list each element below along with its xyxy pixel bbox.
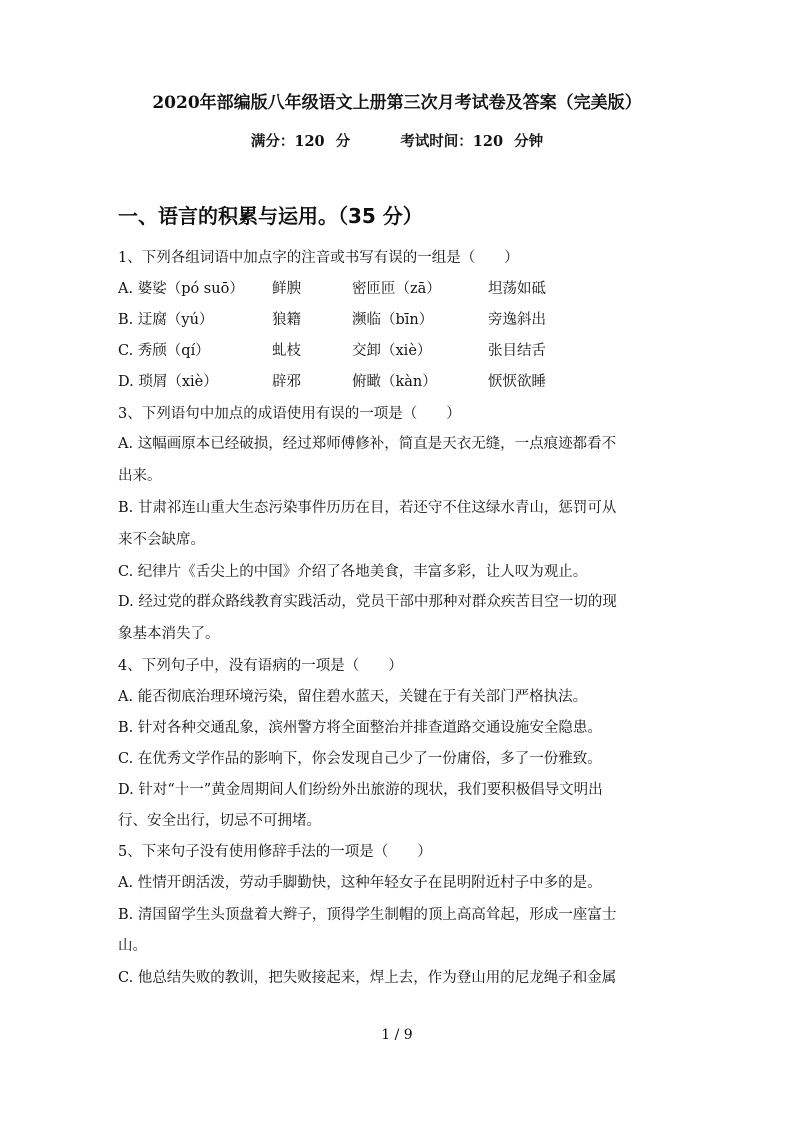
question-3-stem: 3、下列语句中加点的成语使用有误的一项是（ ） <box>118 406 461 422</box>
option-a-col4: 坦荡如砥 <box>488 281 546 297</box>
exam-time: 考试时间：120 分钟 <box>400 133 544 150</box>
option-c-col3: 交卸（xiè） <box>352 343 432 359</box>
question-3-line: 来不会缺席。 <box>118 532 205 548</box>
question-5-line: 山。 <box>118 938 147 954</box>
question-5-line: C. 他总结失败的教训，把失败接起来，焊上去，作为登山用的尼龙绳子和金属 <box>118 970 617 986</box>
option-a-col1: A. 婆娑（pó suō） <box>118 281 244 297</box>
question-3-line: A. 这幅画原本已经破损，经过郑师傅修补，简直是天衣无缝，一点痕迹都看不 <box>118 436 617 452</box>
question-3-line: 象基本消失了。 <box>118 626 220 642</box>
option-b-col1: B. 迂腐（yú） <box>118 312 214 328</box>
option-c-col1: C. 秀颀（qí） <box>118 343 210 359</box>
option-b-col3: 濒临（bīn） <box>352 312 434 328</box>
question-3-line: 出来。 <box>118 468 162 484</box>
option-c-col2: 虬枝 <box>272 343 301 359</box>
question-5-line: A. 性情开朗活泼，劳动手脚勤快，这种年轻女子在昆明附近村子中多的是。 <box>118 875 602 891</box>
question-5-stem: 5、下来句子没有使用修辞手法的一项是（ ） <box>118 844 432 860</box>
document-title: 2020年部编版八年级语文上册第三次月考试卷及答案（完美版） <box>152 93 642 113</box>
full-score: 满分：120 分 <box>250 133 351 150</box>
section-heading: 一、语言的积累与运用。（35 分） <box>118 204 423 228</box>
question-4-line: D. 针对“十一”黄金周期间人们纷纷外出旅游的现状，我们要积极倡导文明出 <box>118 782 603 798</box>
option-a-col2: 鲜腴 <box>272 281 301 297</box>
option-b-col4: 旁逸斜出 <box>488 312 546 328</box>
question-3-line: B. 甘肃祁连山重大生态污染事件历历在目，若还守不住这绿水青山，惩罚可从 <box>118 500 617 516</box>
option-d-col3: 俯瞰（kàn） <box>352 374 437 390</box>
page-number: 1 / 9 <box>381 1027 413 1043</box>
question-4-line: A. 能否彻底治理环境污染，留住碧水蓝天，关键在于有关部门严格执法。 <box>118 689 588 705</box>
question-3-line: D. 经过党的群众路线教育实践活动，党员干部中那种对群众疾苦目空一切的现 <box>118 594 617 610</box>
question-3-line: C. 纪律片《舌尖上的中国》介绍了各地美食，丰富多彩，让人叹为观止。 <box>118 564 588 580</box>
exam-info <box>0 130 794 151</box>
option-a-col3: 密匝匝（zā） <box>352 281 441 297</box>
question-4-line: C. 在优秀文学作品的影响下，你会发现自己少了一份庸俗，多了一份雅致。 <box>118 751 602 767</box>
option-d-col4: 恹恹欲睡 <box>488 374 546 390</box>
question-4-line: B. 针对各种交通乱象，滨州警方将全面整治并排查道路交通设施安全隐患。 <box>118 720 602 736</box>
question-1-stem: 1、下列各组词语中加点字的注音或书写有误的一组是（ ） <box>118 250 519 266</box>
option-c-col4: 张目结舌 <box>488 343 546 359</box>
option-d-col2: 辟邪 <box>272 374 301 390</box>
option-b-col2: 狼籍 <box>272 312 301 328</box>
question-5-line: B. 清国留学生头顶盘着大辫子，顶得学生制帽的顶上高高耸起，形成一座富士 <box>118 907 617 923</box>
option-d-col1: D. 琐屑（xiè） <box>118 374 218 390</box>
question-4-stem: 4、下列句子中，没有语病的一项是（ ） <box>118 658 403 674</box>
question-4-line: 行、安全出行，切忌不可拥堵。 <box>118 813 321 829</box>
